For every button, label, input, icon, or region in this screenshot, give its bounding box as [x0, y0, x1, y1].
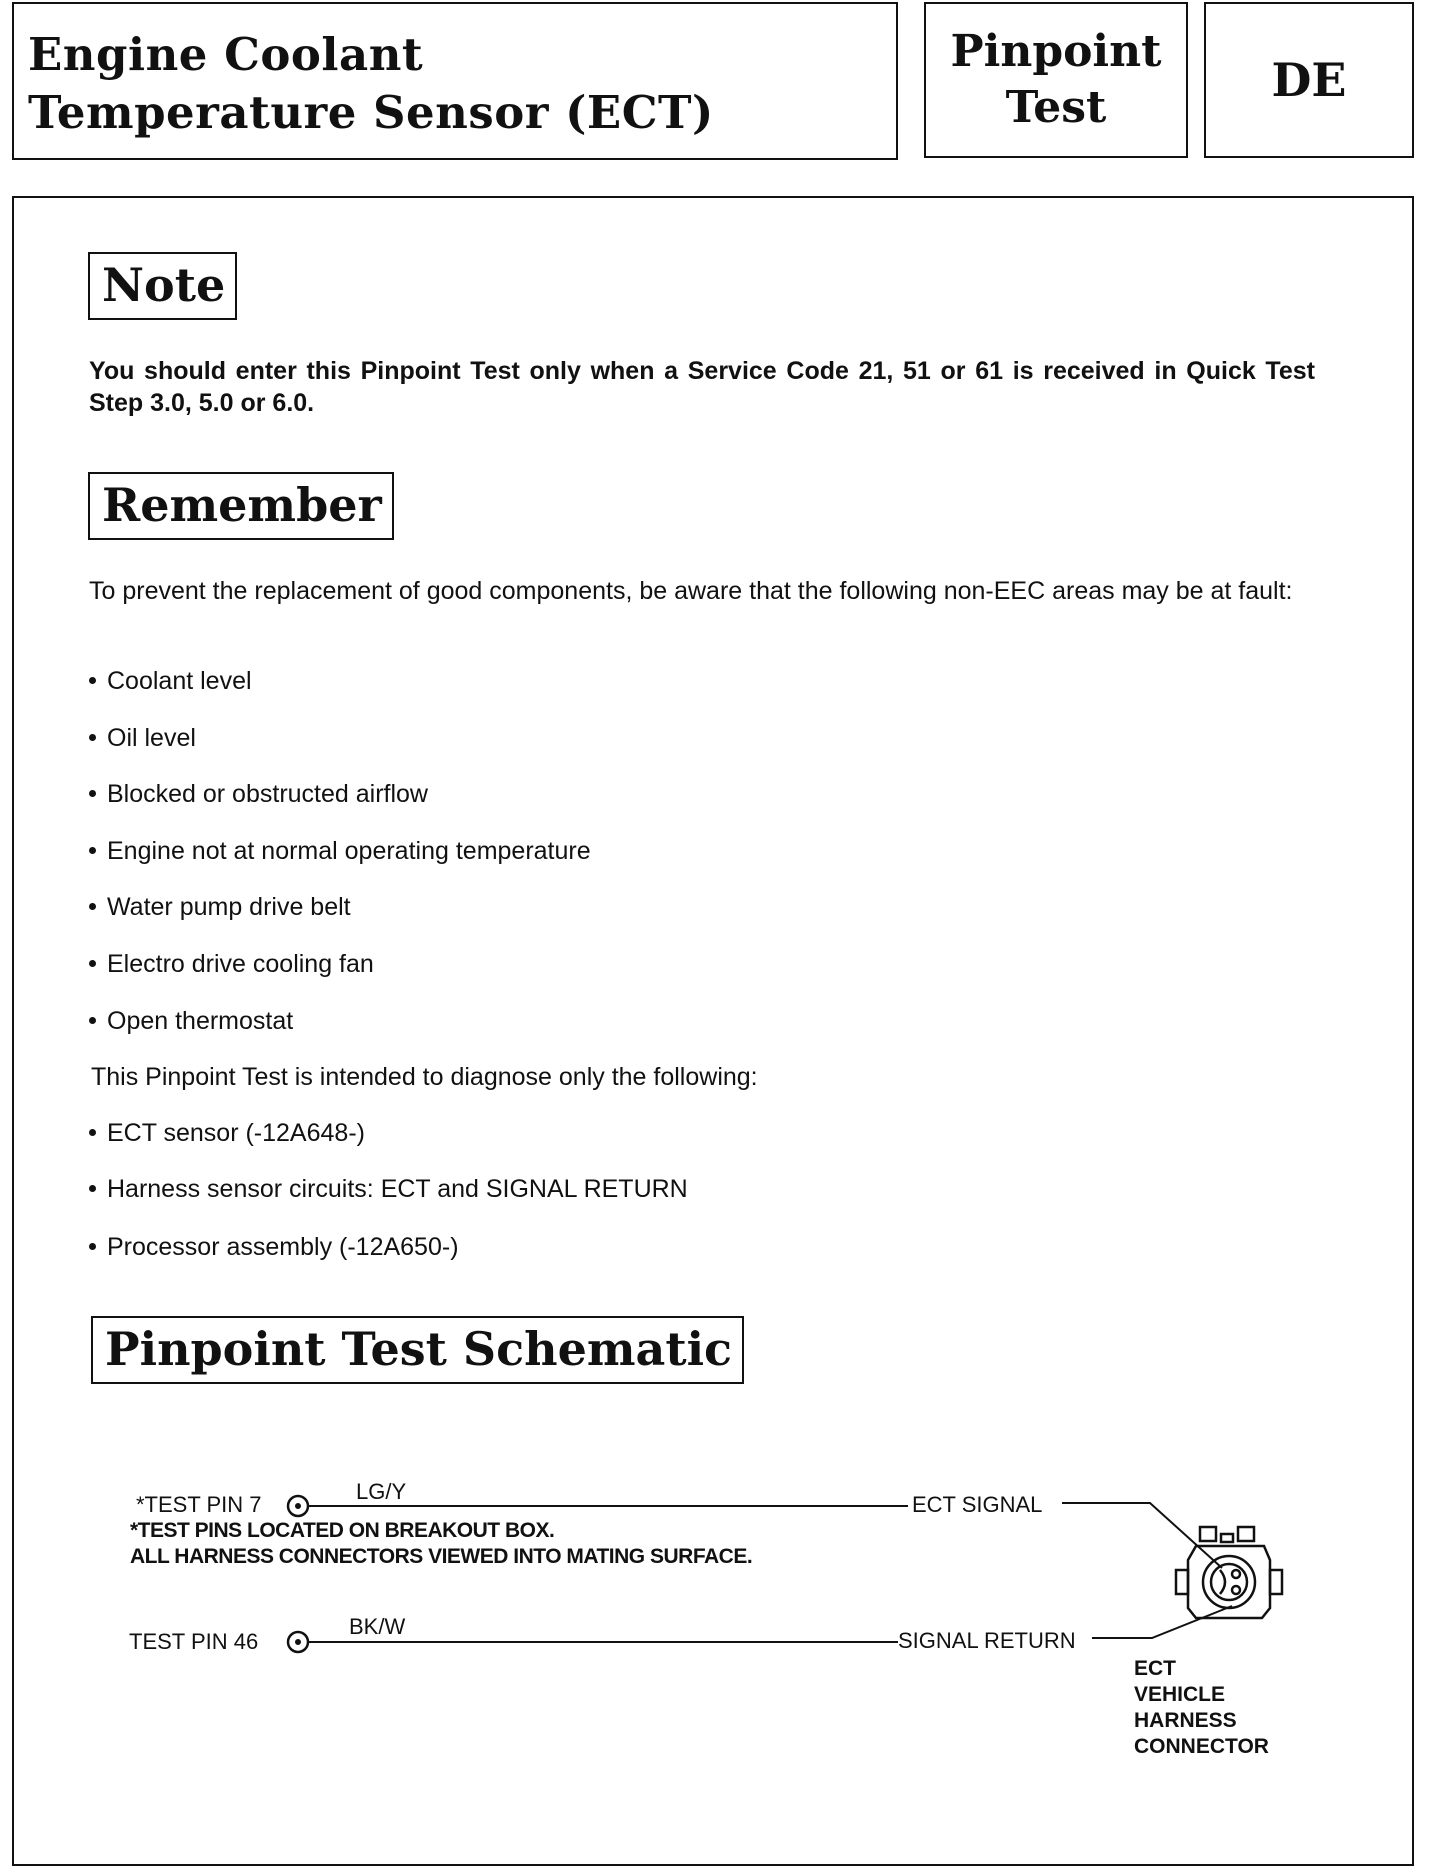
signal-return-label: SIGNAL RETURN: [898, 1628, 1076, 1653]
list-item: Blocked or obstructed airflow: [89, 778, 428, 810]
note-heading: Note: [88, 252, 237, 320]
test-pin-7-wire-color: LG/Y: [356, 1479, 407, 1504]
test-pin-46-terminal-icon: [288, 1632, 308, 1652]
schematic-footnote: [130, 1518, 752, 1570]
list-item: ECT sensor (-12A648-): [89, 1117, 365, 1149]
remember-heading: Remember: [88, 472, 394, 540]
ect-signal-label: ECT SIGNAL: [912, 1492, 1043, 1517]
section-label: Pinpoint Test: [950, 26, 1162, 133]
page-title: Engine Coolant Temperature Sensor (ECT): [28, 28, 714, 139]
list-item: Water pump drive belt: [89, 891, 351, 923]
list-item: Electro drive cooling fan: [89, 948, 374, 980]
ect-signal-leader: [1062, 1503, 1222, 1568]
list-item: Open thermostat: [89, 1005, 293, 1037]
list-item: Oil level: [89, 722, 196, 754]
footnote-line-1: *TEST PINS LOCATED ON BREAKOUT BOX.: [130, 1519, 555, 1542]
diagnose-intro: This Pinpoint Test is intended to diagnose only the following:: [91, 1063, 758, 1091]
remember-intro: To prevent the replacement of good components, be aware that the following non-EEC areas may be at fault:: [89, 577, 1293, 605]
note-text: You should enter this Pinpoint Test only when a Service Code 21, 51 or 61 is received in Quick Test Step 3.0, 5.0 or 6.0.: [89, 357, 1315, 417]
connector-label: ECT VEHICLE HARNESS CONNECTOR: [1134, 1657, 1269, 1758]
test-pin-46-label: TEST PIN 46: [129, 1629, 259, 1654]
test-code: DE: [1271, 53, 1347, 107]
list-item: Coolant level: [89, 665, 252, 697]
signal-return-leader: [1092, 1606, 1232, 1638]
schematic-heading: Pinpoint Test Schematic: [91, 1316, 744, 1384]
list-item: Engine not at normal operating temperature: [89, 835, 591, 867]
test-pin-7-terminal-icon: [288, 1496, 308, 1516]
list-item: Harness sensor circuits: ECT and SIGNAL RETURN: [89, 1173, 688, 1205]
test-pin-46-wire-color: BK/W: [349, 1614, 406, 1639]
footnote-line-2: ALL HARNESS CONNECTORS VIEWED INTO MATING SURFACE.: [130, 1545, 753, 1568]
test-pin-7-label: *TEST PIN 7: [136, 1492, 262, 1517]
list-item: Processor assembly (-12A650-): [89, 1231, 459, 1263]
